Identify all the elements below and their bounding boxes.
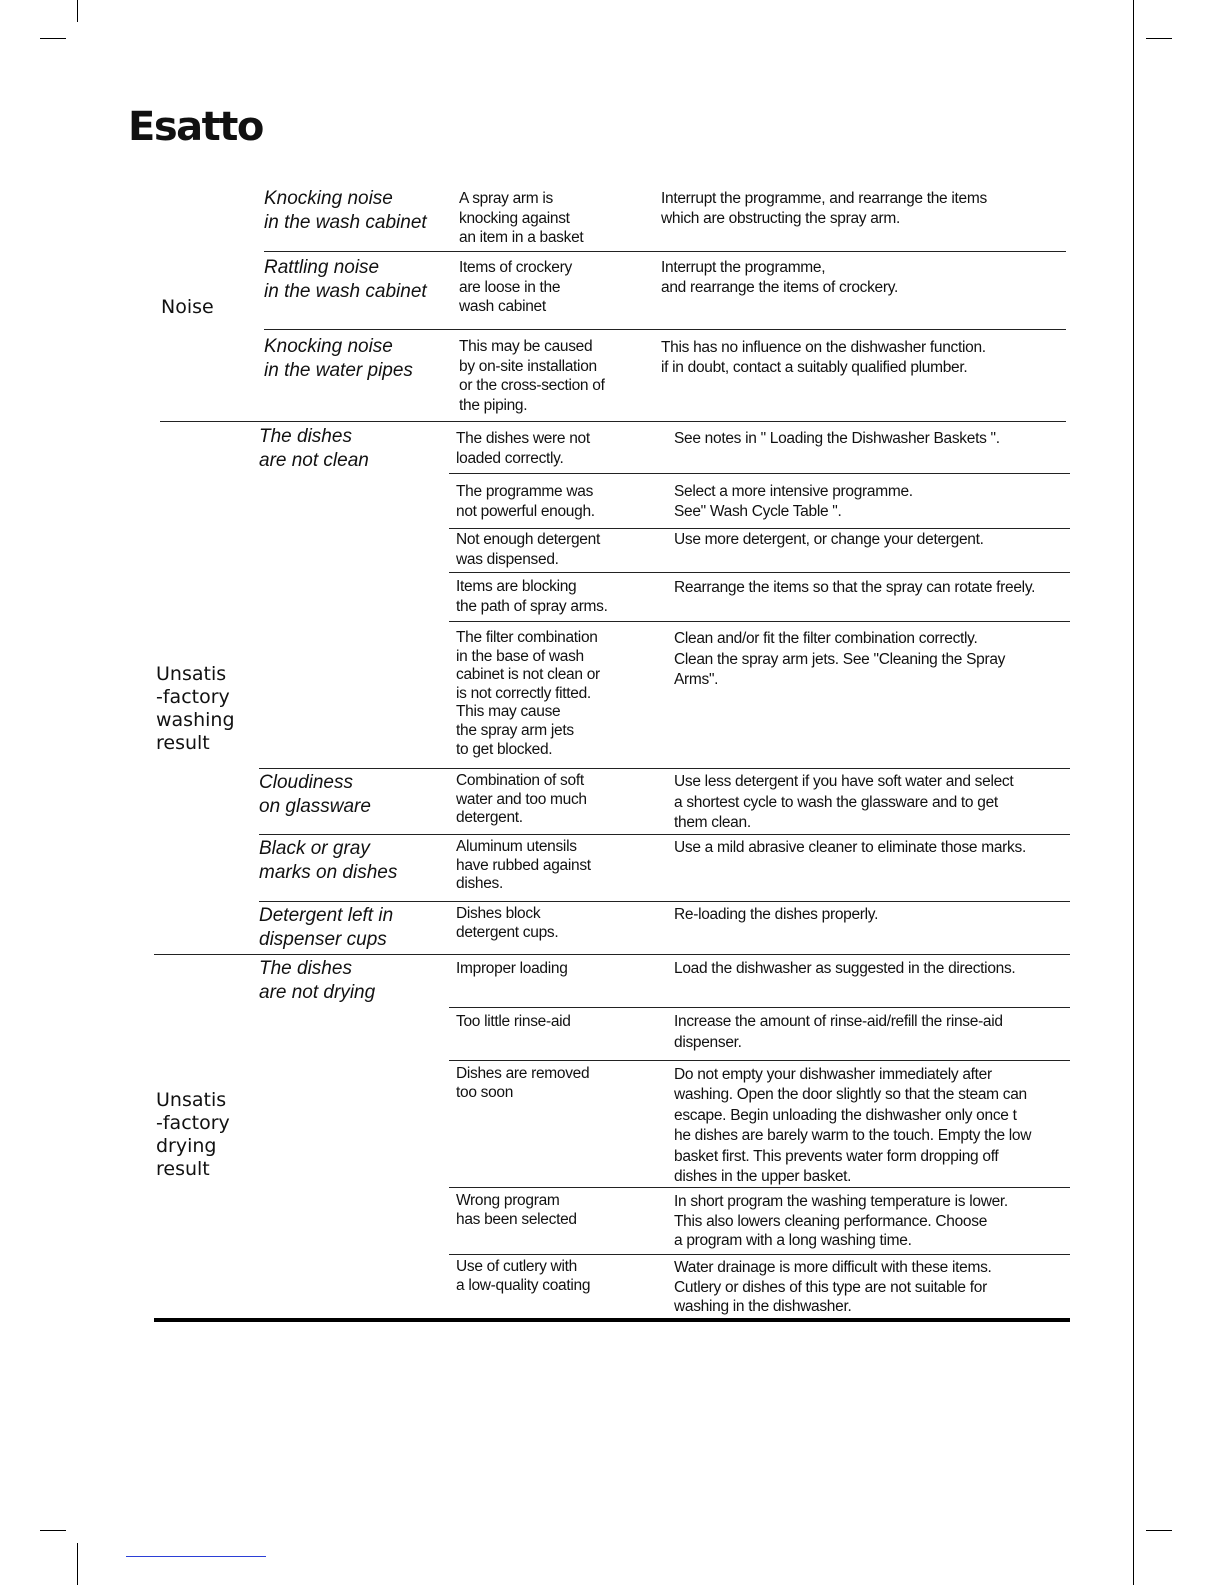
cause-text: Use of cutlery with a low-quality coating [456, 1258, 591, 1294]
cause-text: Aluminum utensils have rubbed against dishes. [456, 838, 591, 892]
symptom-label: Cloudiness on glassware [259, 772, 371, 817]
symptom-label: The dishes are not clean [259, 426, 369, 471]
symptom-label: Black or gray marks on dishes [259, 838, 398, 883]
solution-text: See notes in " Loading the Dishwasher Baskets ". [674, 430, 1000, 447]
solution-text: In short program the washing temperature is lower. This also lowers cleaning performance. Choose a program with a long washing time. [674, 1193, 1008, 1249]
row-divider [449, 1187, 1070, 1188]
crop-mark [40, 1530, 66, 1531]
row-divider [264, 251, 1066, 252]
category-washing-result: Unsatis -factory washing result [156, 663, 235, 754]
solution-text: Rearrange the items so that the spray can rotate freely. [674, 579, 1036, 596]
cause-text: Combination of soft water and too much detergent. [456, 772, 587, 826]
solution-text: This has no influence on the dishwasher function. if in doubt, contact a suitably qualified plumber. [661, 339, 986, 376]
symptom-label: Knocking noise in the wash cabinet [264, 188, 427, 233]
solution-text: Clean and/or fit the filter combination correctly. Clean the spray arm jets. See "Cleaning the Spray Arms". [674, 630, 1006, 688]
crop-mark [1146, 38, 1172, 39]
solution-text: Use a mild abrasive cleaner to eliminate those marks. [674, 839, 1026, 856]
category-drying-result: Unsatis -factory drying result [156, 1089, 230, 1180]
solution-text: Water drainage is more difficult with these items. Cutlery or dishes of this type are not suitable for washing in the dishwasher. [674, 1259, 992, 1315]
section-divider [160, 421, 1066, 422]
row-divider [259, 901, 1070, 902]
cause-text: Items are blocking the path of spray arms. [456, 578, 608, 615]
row-divider [259, 768, 1070, 769]
table-bottom-rule [154, 1318, 1070, 1322]
cause-text: The programme was not powerful enough. [456, 483, 595, 520]
cause-text: Dishes block detergent cups. [456, 905, 559, 941]
solution-text: Load the dishwasher as suggested in the directions. [674, 960, 1016, 977]
row-divider [259, 834, 1070, 835]
row-divider [449, 1007, 1070, 1008]
cause-text: Wrong program has been selected [456, 1192, 577, 1228]
cause-text: Dishes are removed too soon [456, 1065, 590, 1101]
solution-text: Select a more intensive programme. See" Wash Cycle Table ". [674, 483, 913, 520]
footer-link-underline [126, 1556, 266, 1557]
solution-text: Re-loading the dishes properly. [674, 906, 879, 923]
solution-text: Use less detergent if you have soft water and select a shortest cycle to wash the glassware and to get them clean. [674, 773, 1014, 831]
cause-text: This may be caused by on-site installation or the cross-section of the piping. [459, 338, 605, 414]
section-divider [154, 954, 1070, 955]
cause-text: The filter combination in the base of wash cabinet is not clean or is not correctly fitted. This may cause the spray arm jets to get blocked. [456, 629, 600, 758]
crop-mark [77, 0, 78, 22]
cause-text: The dishes were not loaded correctly. [456, 430, 590, 467]
solution-text: Increase the amount of rinse-aid/refill the rinse-aid dispenser. [674, 1013, 1003, 1051]
solution-text: Use more detergent, or change your detergent. [674, 531, 984, 548]
solution-text: Do not empty your dishwasher immediately after washing. Open the door slightly so that the steam can escape. Begin unloading the dishwasher only once t he dishes are barely warm to the touch. Empty the low basket first. This prevents water form dropping off dishes in the upper basket. [674, 1066, 1032, 1186]
crop-mark [1133, 0, 1134, 1585]
brand-logo: Esatto [128, 104, 263, 150]
row-divider [449, 1254, 1070, 1255]
row-divider [449, 572, 1070, 573]
cause-text: Not enough detergent was dispensed. [456, 531, 600, 568]
crop-mark [1146, 1530, 1172, 1531]
cause-text: Too little rinse-aid [456, 1013, 571, 1030]
row-divider [449, 528, 1070, 529]
row-divider [449, 621, 1070, 622]
cause-text: Improper loading [456, 960, 568, 977]
symptom-label: The dishes are not drying [259, 958, 376, 1003]
row-divider [449, 1060, 1070, 1061]
cause-text: Items of crockery are loose in the wash cabinet [459, 259, 572, 315]
cause-text: A spray arm is knocking against an item in a basket [459, 190, 584, 246]
solution-text: Interrupt the programme, and rearrange the items which are obstructing the spray arm. [661, 190, 987, 227]
symptom-label: Rattling noise in the wash cabinet [264, 257, 427, 302]
row-divider [264, 329, 1066, 330]
row-divider [449, 473, 1070, 474]
crop-mark [77, 1543, 78, 1585]
symptom-label: Knocking noise in the water pipes [264, 336, 413, 381]
solution-text: Interrupt the programme, and rearrange the items of crockery. [661, 259, 899, 296]
crop-mark [40, 38, 66, 39]
category-noise: Noise [161, 296, 214, 318]
symptom-label: Detergent left in dispenser cups [259, 905, 394, 950]
